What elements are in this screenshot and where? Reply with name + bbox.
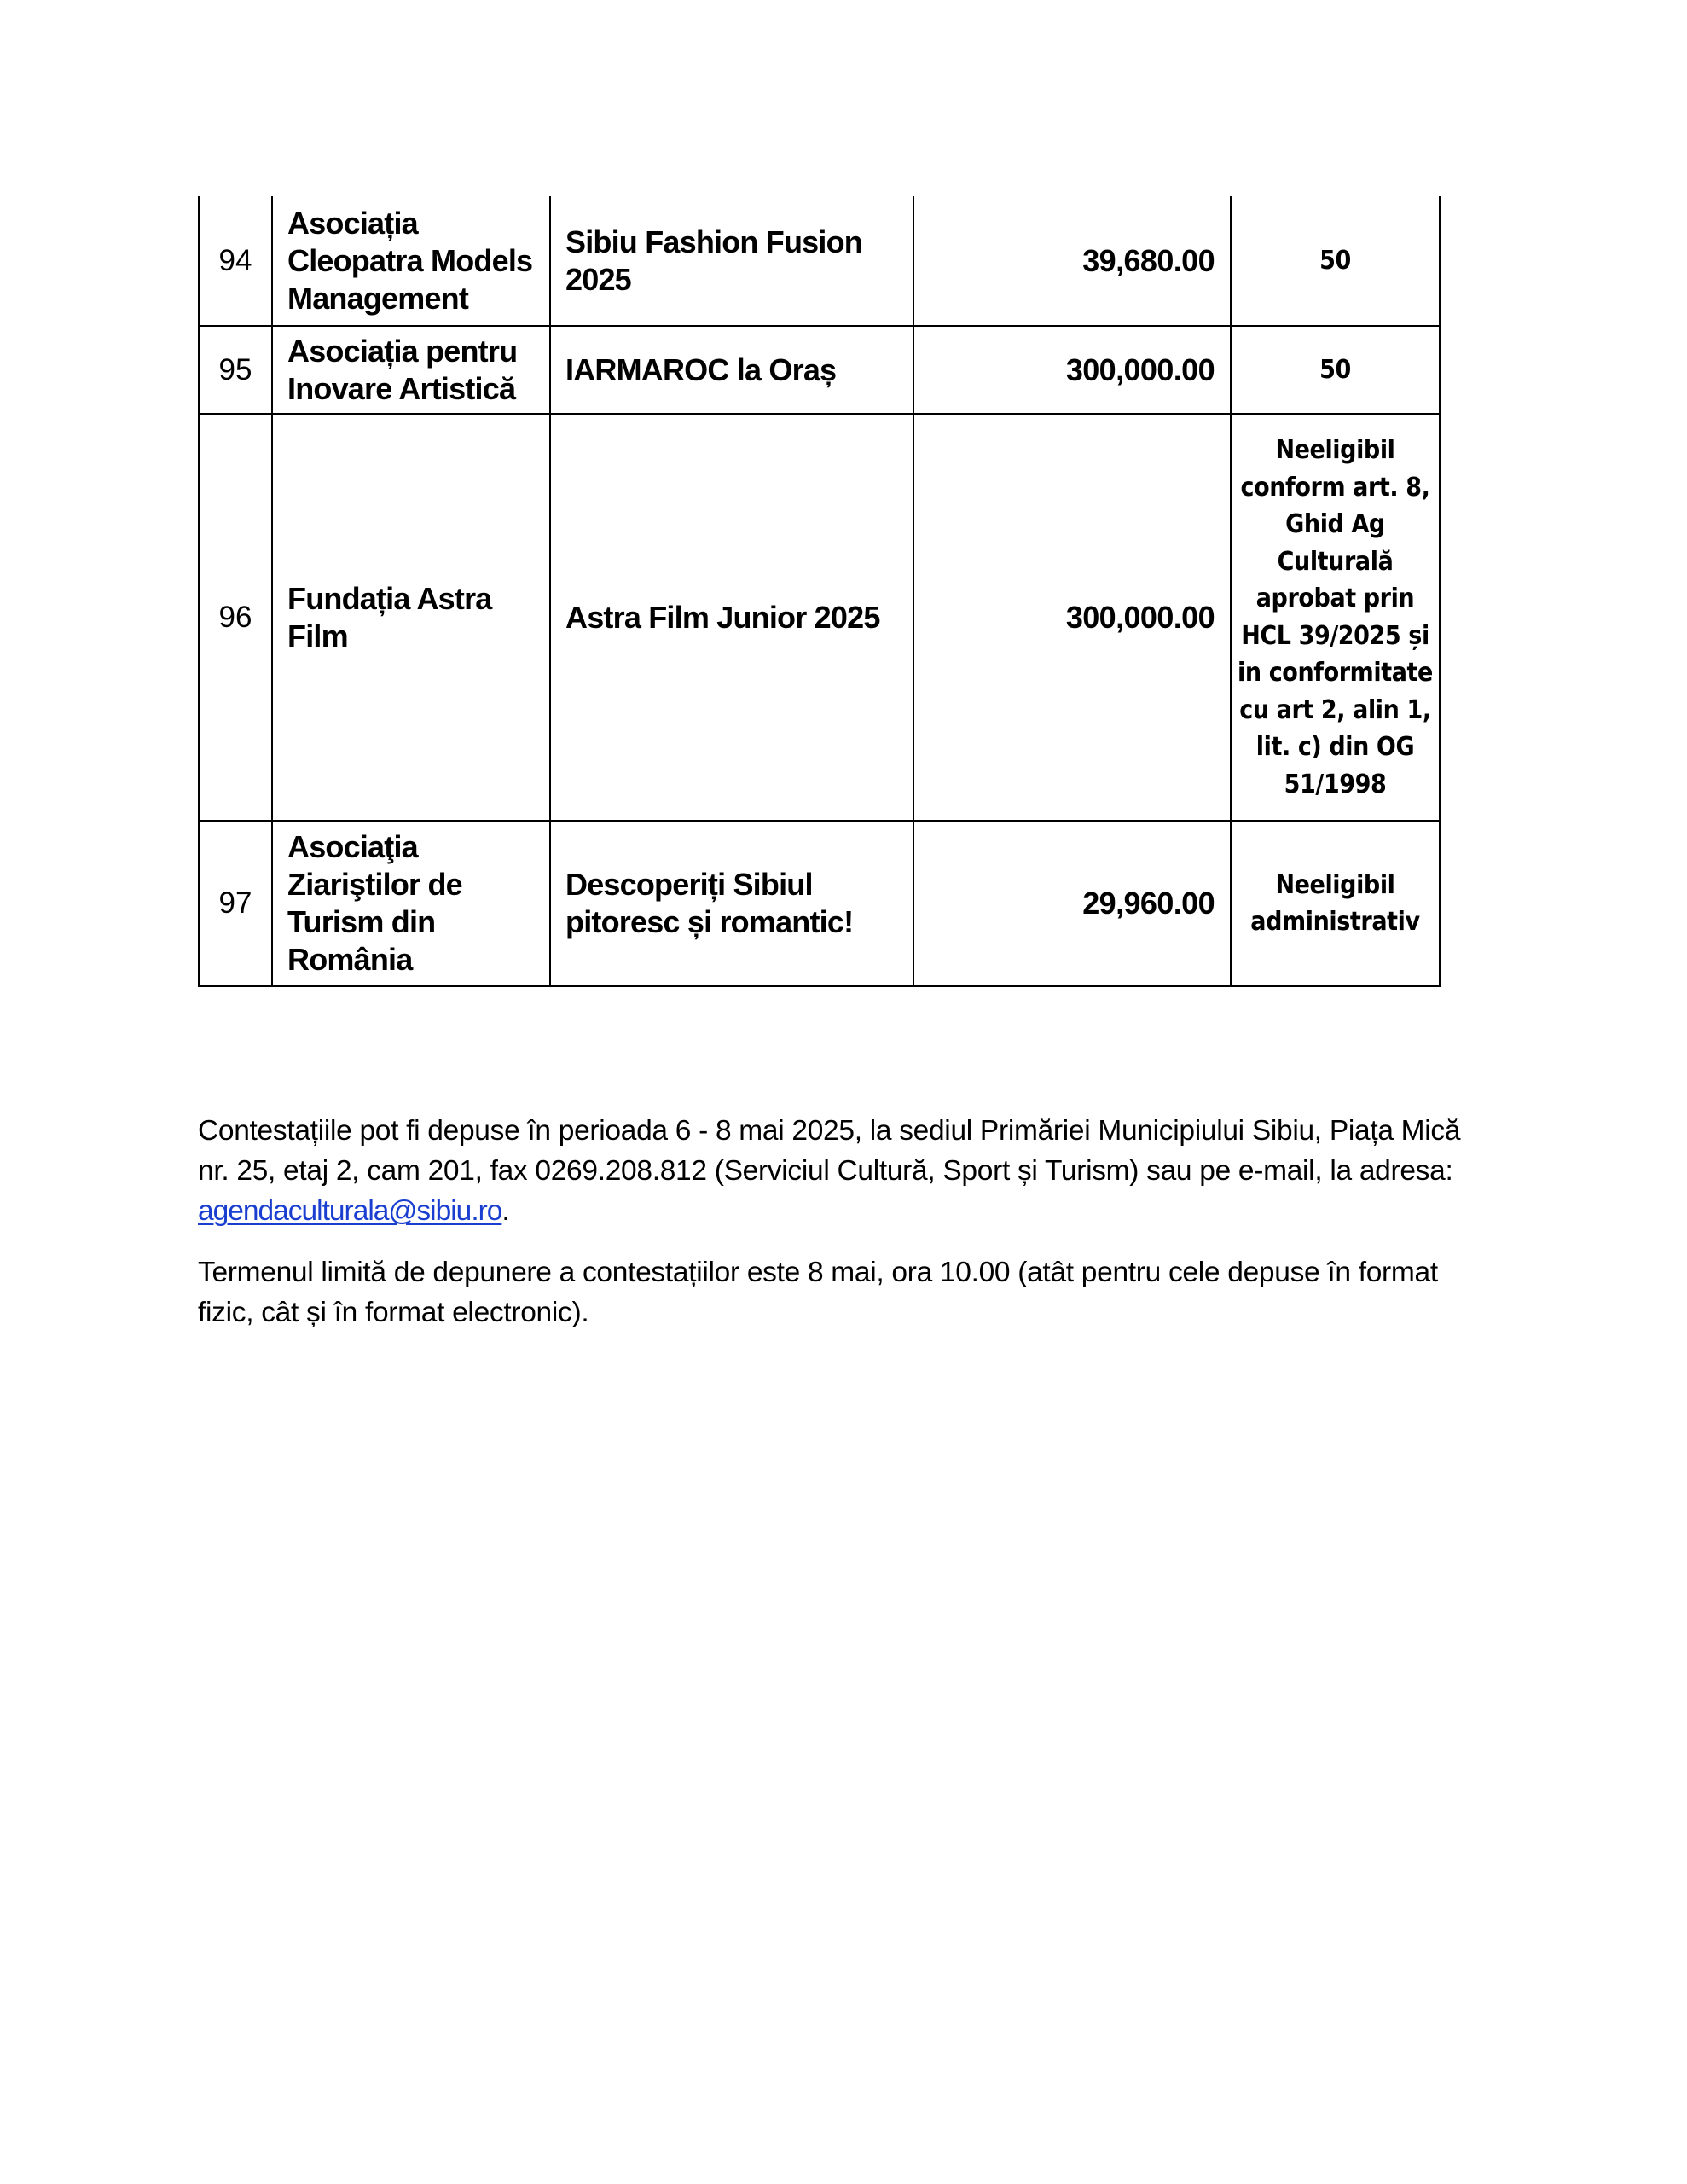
table-row bbox=[199, 326, 1440, 414]
row-number: 94 bbox=[199, 196, 272, 326]
project-title: Astra Film Junior 2025 bbox=[550, 414, 913, 821]
ineligibility-reason: Neeligibil administrativ bbox=[1231, 821, 1440, 986]
project-title: Descoperiți Sibiul pitoresc și romantic! bbox=[550, 821, 913, 986]
project-title: Sibiu Fashion Fusion 2025 bbox=[550, 196, 913, 326]
table-row bbox=[199, 414, 1440, 821]
row-number: 95 bbox=[199, 326, 272, 414]
requested-amount: 300,000.00 bbox=[913, 326, 1231, 414]
organization-name: Asociaţia Ziariştilor de Turism din România bbox=[272, 821, 550, 986]
organization-name: Asociația Cleopatra Models Management bbox=[272, 196, 550, 326]
score: 50 bbox=[1231, 326, 1440, 414]
results-table bbox=[198, 196, 1441, 987]
contest-text: Contestațiile pot fi depuse în perioada 6 - 8 mai 2025, la sediul Primăriei Municipiului Sibiu, Piața Mică nr. 25, etaj 2, cam 201, fax 0269.208.812 (Serviciul Cultură, Sport și Turism) sau pe e-mail, la adresa: bbox=[198, 1115, 1461, 1187]
ineligibility-reason: Neeligibil conform art. 8, Ghid Ag Culturală aprobat prin HCL 39/2025 și in conformitate cu art 2, alin 1, lit. c) din OG 51/1998 bbox=[1231, 414, 1440, 821]
score: 50 bbox=[1231, 196, 1440, 326]
organization-name: Fundația Astra Film bbox=[272, 414, 550, 821]
requested-amount: 39,680.00 bbox=[913, 196, 1231, 326]
email-link[interactable]: agendaculturala@sibiu.ro bbox=[198, 1195, 502, 1227]
organization-name: Asociația pentru Inovare Artistică bbox=[272, 326, 550, 414]
requested-amount: 300,000.00 bbox=[913, 414, 1231, 821]
deadline-paragraph: Termenul limită de depunere a contestațiilor este 8 mai, ora 10.00 (atât pentru cele depuse în format fizic, cât și în format electronic). bbox=[198, 1257, 1438, 1328]
row-number: 96 bbox=[199, 414, 272, 821]
table-row bbox=[199, 196, 1440, 326]
email-suffix: . bbox=[501, 1195, 510, 1227]
table-row bbox=[199, 821, 1440, 986]
project-title: IARMAROC la Oraș bbox=[550, 326, 913, 414]
row-number: 97 bbox=[199, 821, 272, 986]
requested-amount: 29,960.00 bbox=[913, 821, 1231, 986]
contest-paragraph bbox=[198, 1111, 1494, 1231]
